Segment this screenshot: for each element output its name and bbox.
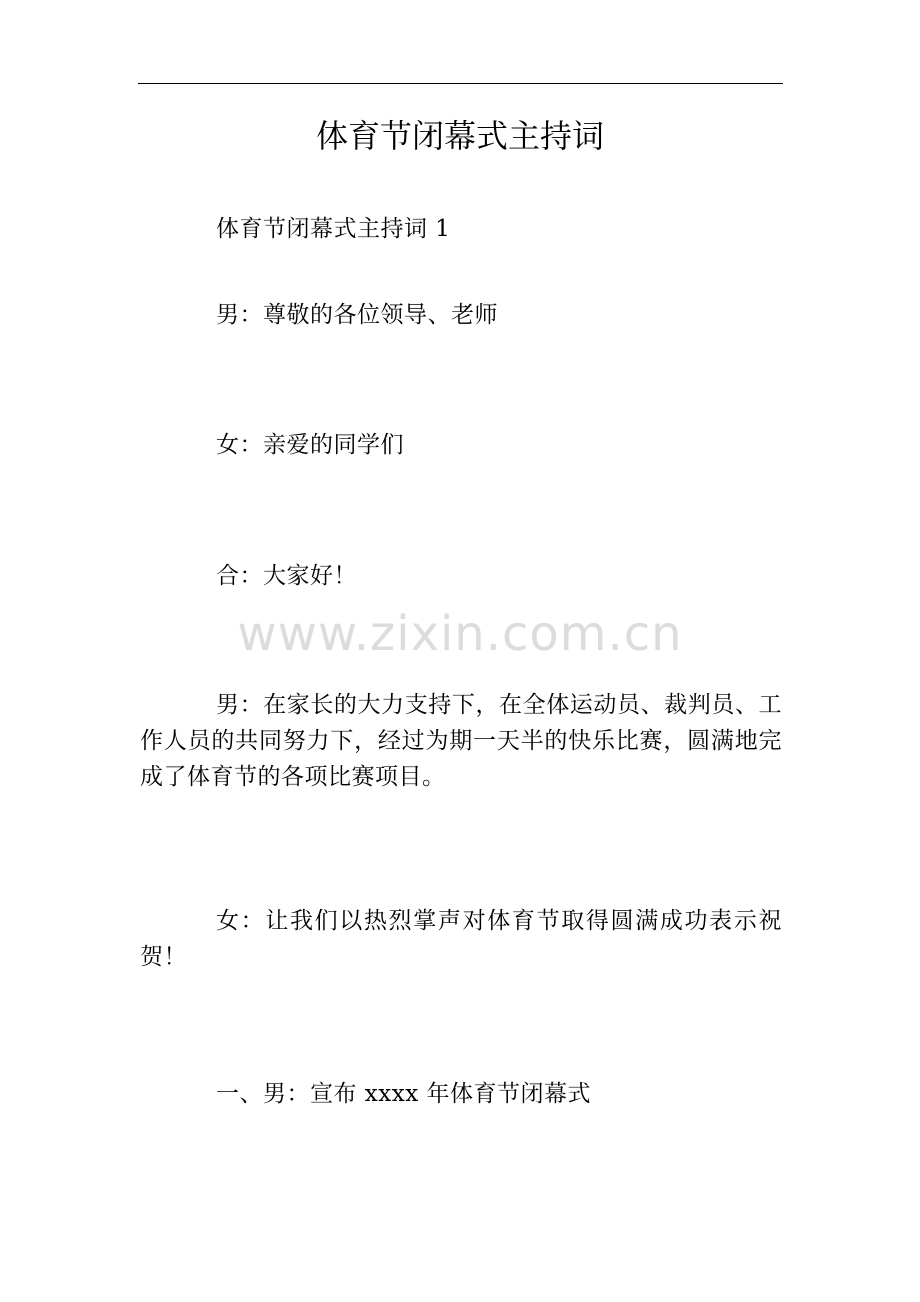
paragraph-female-congrats: 女：让我们以热烈掌声对体育节取得圆满成功表示祝贺！ bbox=[140, 908, 782, 970]
header-rule bbox=[138, 83, 783, 84]
paragraph-together-greeting: 合：大家好！ bbox=[216, 563, 357, 589]
paragraph-section-one: 一、男：宣布 xxxx 年体育节闭幕式 bbox=[216, 1081, 592, 1107]
paragraph-subtitle: 体育节闭幕式主持词 1 bbox=[216, 216, 451, 242]
paragraph-male-greeting: 男：尊敬的各位领导、老师 bbox=[216, 302, 498, 328]
document-title: 体育节闭幕式主持词 bbox=[315, 117, 604, 155]
paragraph-male-summary: 男：在家长的大力支持下，在全体运动员、裁判员、工作人员的共同努力下，经过为期一天半的快乐比赛，圆满地完成了体育节的各项比赛项目。 bbox=[140, 692, 782, 790]
watermark: www.zixin.com.cn bbox=[237, 606, 683, 662]
paragraph-female-greeting: 女：亲爱的同学们 bbox=[216, 432, 404, 458]
